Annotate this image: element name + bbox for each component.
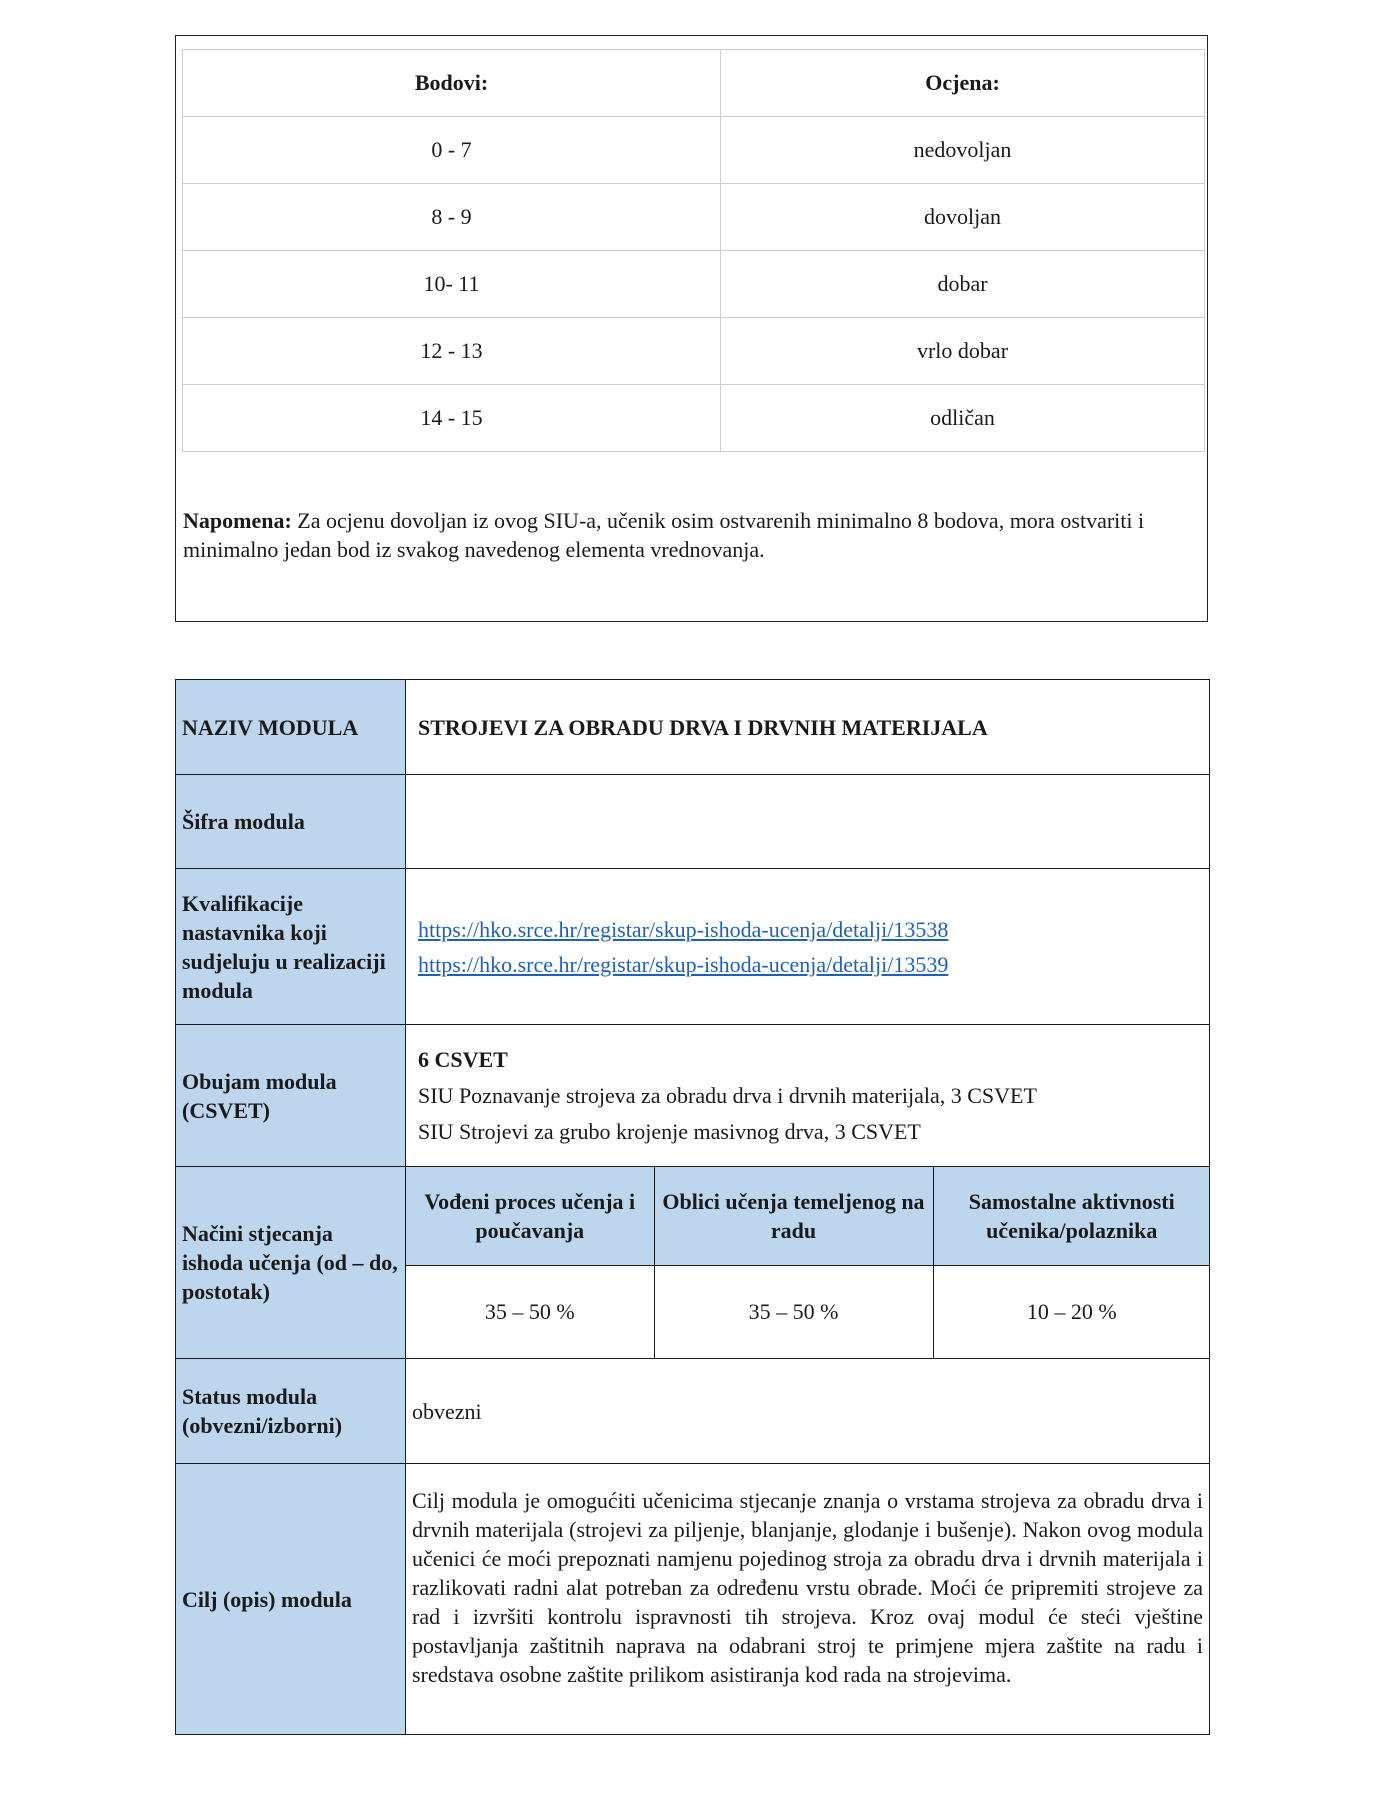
module-status-row	[176, 1359, 1210, 1464]
method-header-independent: Samostalne aktivnosti učenika/polaznika	[933, 1167, 1210, 1265]
method-header-guided: Vođeni proces učenja i poučavanja	[406, 1167, 654, 1265]
method-value-work-based: 35 – 50 %	[654, 1265, 933, 1358]
volume-total: 6 CSVET	[418, 1046, 508, 1072]
grade-cell: odličan	[721, 385, 1205, 452]
table-row	[183, 184, 1205, 251]
note-label: Napomena:	[183, 508, 292, 533]
module-volume-label: Obujam modula (CSVET)	[176, 1025, 406, 1167]
module-code-value	[406, 775, 1210, 869]
learning-methods-row	[176, 1167, 1210, 1359]
module-volume-value	[406, 1025, 1210, 1167]
points-cell: 12 - 13	[183, 318, 721, 385]
module-name-label: NAZIV MODULA	[176, 680, 406, 775]
module-volume-row	[176, 1025, 1210, 1167]
points-header: Bodovi:	[183, 50, 721, 117]
module-table	[175, 679, 1210, 1735]
table-row	[183, 251, 1205, 318]
table-row	[183, 117, 1205, 184]
module-goal-description: Cilj modula je omogućiti učenicima stjecanje znanja o vrstama strojeva za obradu drva i drvnih materijala (strojevi za piljenje, blanjanje, glodanje i bušenje). Nakon ovog modula učenici će moći prepoznati namjenu pojedinog stroja za obradu drva i drvnih materijala i razlikovati radni alat potreban za određenu vrstu obrade. Moći će pripremiti strojeve za rad i izvršiti kontrolu ispravnosti tih strojeva. Kroz ovaj modul će steći vještine postavljanja zaštitnih naprava na odabrani stroj te primjene mjera zaštite na radu i sredstava osobne zaštite prilikom asistiranja kod rada na strojevima.	[406, 1464, 1210, 1735]
methods-header-row	[406, 1167, 1210, 1265]
teacher-qualifications-label: Kvalifikacije nastavnika koji sudjeluju u realizaciji modula	[176, 869, 406, 1025]
points-cell: 8 - 9	[183, 184, 721, 251]
points-cell: 0 - 7	[183, 117, 721, 184]
module-goal-row	[176, 1464, 1210, 1735]
module-code-row	[176, 775, 1210, 869]
table-row	[183, 318, 1205, 385]
module-name-value: STROJEVI ZA OBRADU DRVA I DRVNIH MATERIJALA	[406, 680, 1210, 775]
method-value-independent: 10 – 20 %	[933, 1265, 1210, 1358]
grading-section	[175, 35, 1208, 622]
grade-cell: dobar	[721, 251, 1205, 318]
methods-value-row	[406, 1265, 1210, 1358]
volume-item: SIU Poznavanje strojeva za obradu drva i drvnih materijala, 3 CSVET	[418, 1082, 1037, 1108]
grade-cell: nedovoljan	[721, 117, 1205, 184]
learning-methods-value	[406, 1167, 1210, 1359]
grade-header: Ocjena:	[721, 50, 1205, 117]
points-cell: 10- 11	[183, 251, 721, 318]
learning-methods-label: Načini stjecanja ishoda učenja (od – do, postotak)	[176, 1167, 406, 1359]
grading-table	[182, 49, 1205, 452]
grading-note	[183, 506, 1193, 564]
method-value-guided: 35 – 50 %	[406, 1265, 654, 1358]
qualification-link-13539[interactable]: https://hko.srce.hr/registar/skup-ishoda-ucenja/detalji/13539	[418, 951, 949, 977]
grade-cell: dovoljan	[721, 184, 1205, 251]
volume-item: SIU Strojevi za grubo krojenje masivnog drva, 3 CSVET	[418, 1118, 921, 1144]
module-code-label: Šifra modula	[176, 775, 406, 869]
note-text: Za ocjenu dovoljan iz ovog SIU-a, učenik osim ostvarenih minimalno 8 bodova, mora ostvariti i minimalno jedan bod iz svakog navedenog elementa vrednovanja.	[183, 508, 1145, 562]
teacher-qualifications-row	[176, 869, 1210, 1025]
module-goal-label: Cilj (opis) modula	[176, 1464, 406, 1735]
teacher-qualifications-value	[406, 869, 1210, 1025]
qualification-link-13538[interactable]: https://hko.srce.hr/registar/skup-ishoda-ucenja/detalji/13538	[418, 916, 949, 942]
grade-cell: vrlo dobar	[721, 318, 1205, 385]
module-status-label: Status modula (obvezni/izborni)	[176, 1359, 406, 1464]
module-status-value: obvezni	[406, 1359, 1210, 1464]
module-name-row	[176, 680, 1210, 775]
learning-methods-table	[406, 1167, 1210, 1358]
grading-header-row	[183, 50, 1205, 117]
method-header-work-based: Oblici učenja temeljenog na radu	[654, 1167, 933, 1265]
table-row	[183, 385, 1205, 452]
points-cell: 14 - 15	[183, 385, 721, 452]
